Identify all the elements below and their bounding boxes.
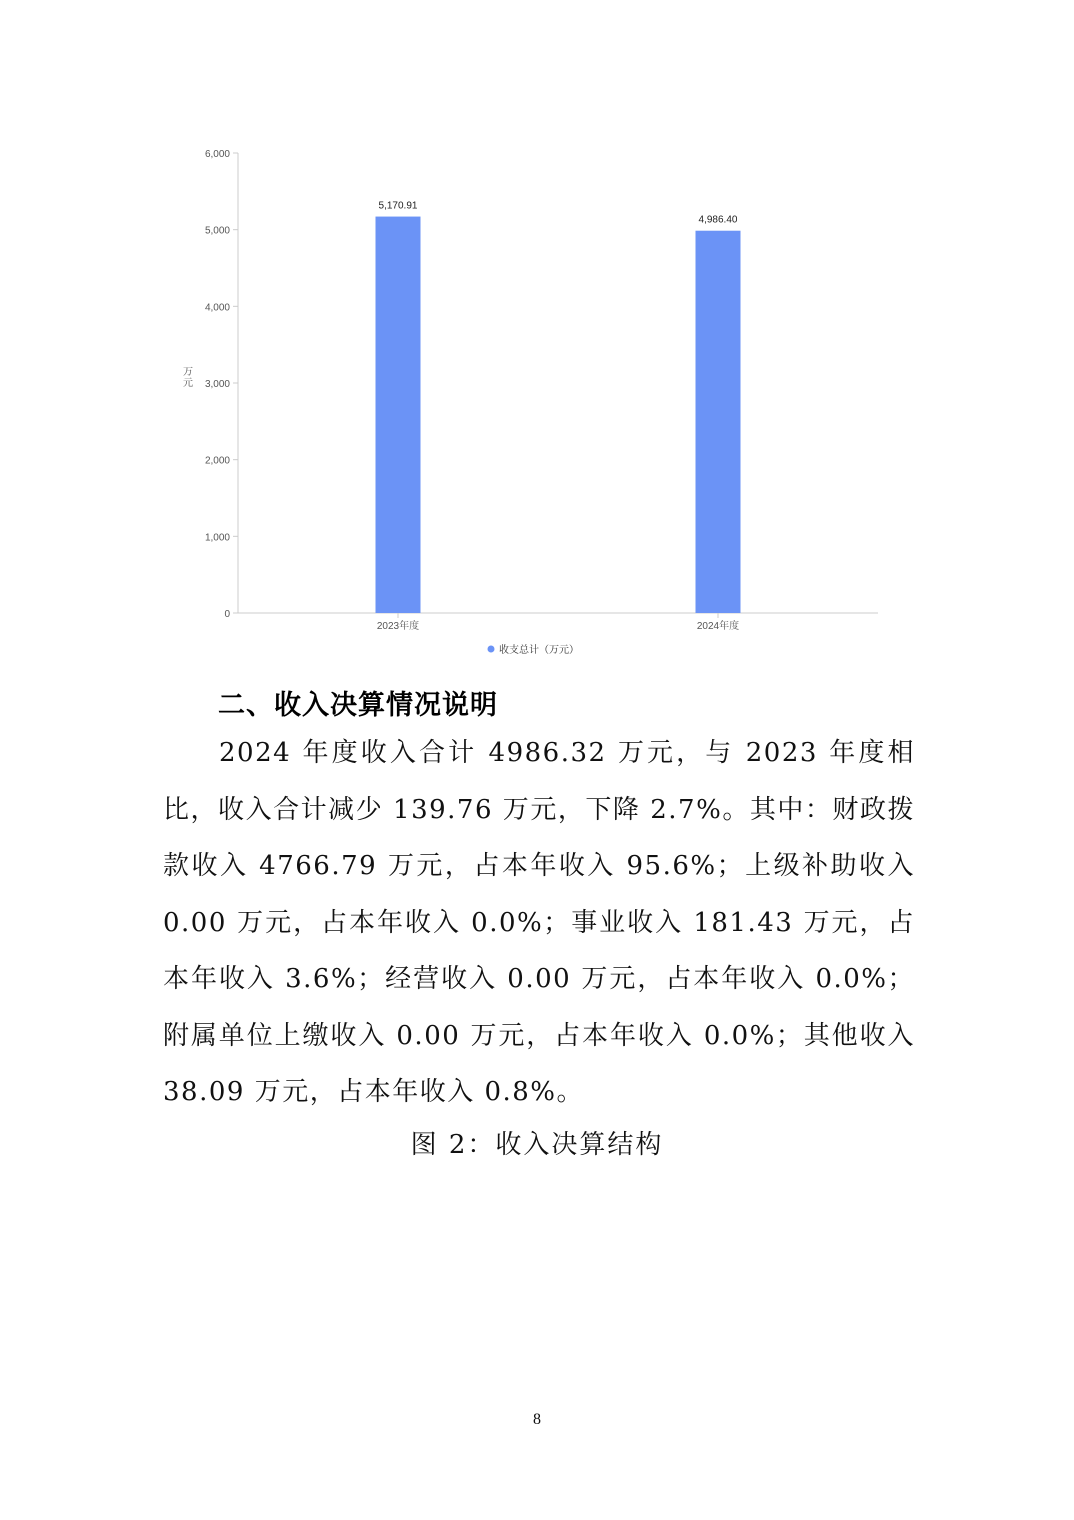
section-heading: 二、收入决算情况说明 (218, 690, 498, 721)
bar-data-label: 5,170.91 (378, 200, 418, 212)
y-tick-label: 3,000 (204, 379, 230, 390)
x-tick-label: 2024年度 (696, 621, 740, 632)
figure-caption: 图 2：收入决算结构 (410, 1130, 664, 1160)
page-number: 8 (533, 1411, 541, 1428)
income-expense-bar-chart (0, 0, 1074, 670)
y-tick-label: 0 (224, 609, 230, 620)
y-tick-label: 2,000 (204, 455, 230, 467)
legend-label: 收支总计（万元） (499, 645, 579, 656)
y-axis-label: 万元 (183, 367, 193, 389)
bar (696, 231, 741, 613)
y-tick-label: 1,000 (204, 532, 230, 544)
bar-data-label: 4,986.40 (698, 214, 738, 226)
income-paragraph: 2024 年度收入合计 4986.32 万元，与 2023 年度相比，收入合计减少 139.76 万元，下降 2.7%。其中：财政拨款收入 4766.79 万元，占本年收入 95.6%；上级补助收入 0.00 万元，占本年收入 0.0%；事业收入 181.43 万元，占本年收入 3.6%；经营收入 0.00 万元，占本年收入 0.0%；附属单位上缴收入 0.00 万元，占本年收入 0.0%；其他收入 38.09 万元，占本年收入 0.8%。 (163, 738, 915, 1107)
y-tick-label: 4,000 (204, 302, 230, 314)
legend-marker (488, 646, 495, 653)
bar (376, 217, 421, 613)
y-tick-label: 5,000 (204, 225, 230, 237)
x-tick-label: 2023年度 (376, 621, 420, 632)
y-tick-label: 6,000 (204, 149, 230, 160)
